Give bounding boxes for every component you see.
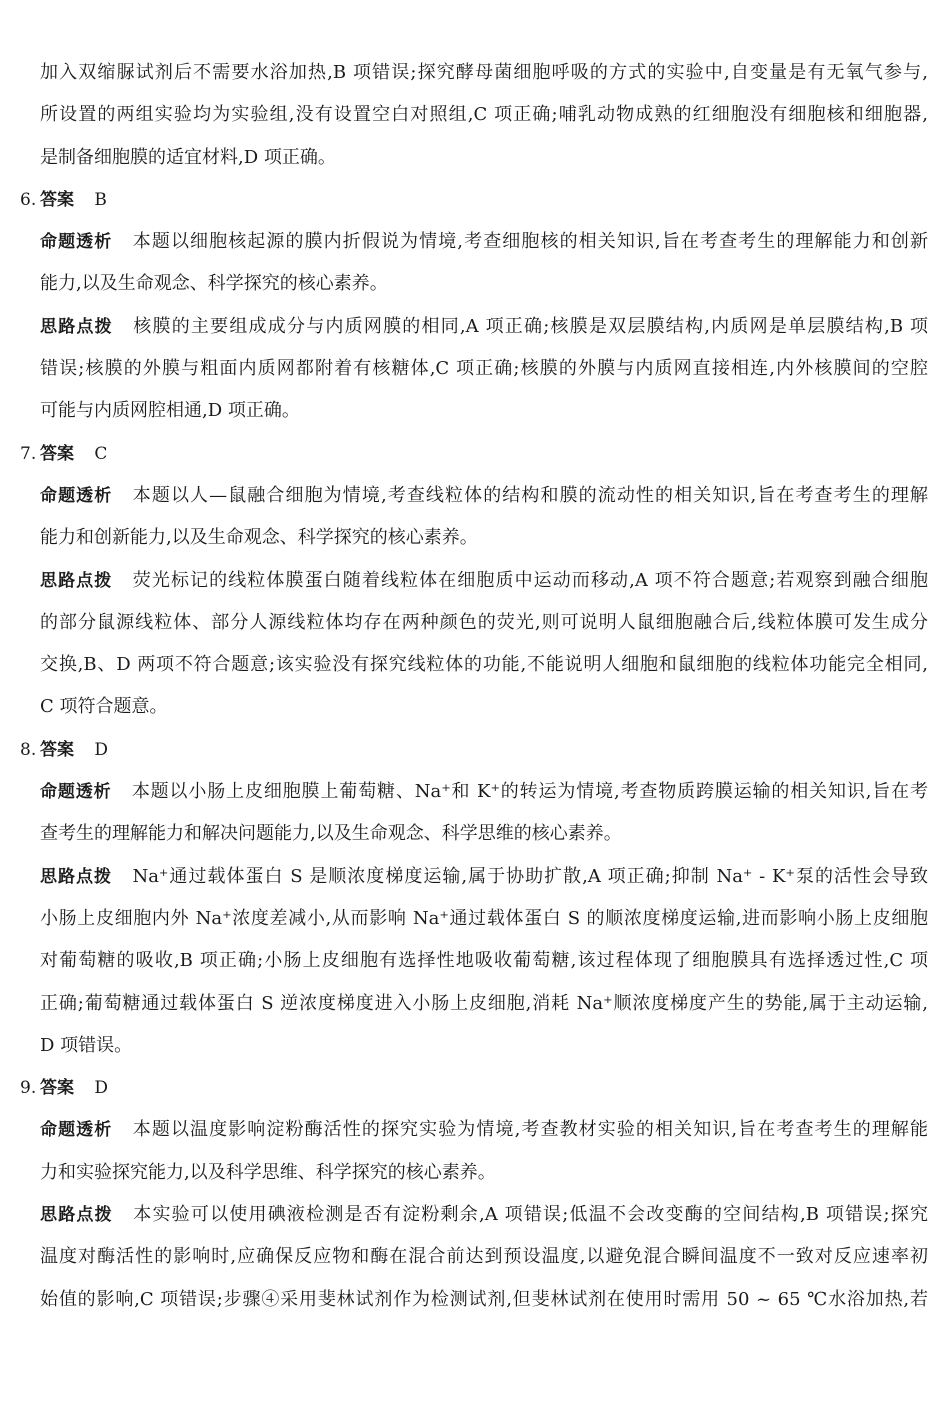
text-line xyxy=(40,221,928,263)
analysis-text: 本题以小肠上皮细胞膜上葡萄糖、Na⁺和 K⁺的转运为情境,考查物质跨膜运输的相关知识,旨在考 xyxy=(131,781,928,803)
hint-label: 思路点拨 xyxy=(40,866,113,887)
text-line: 正确;葡萄糖通过载体蛋白 S 逆浓度梯度进入小肠上皮细胞,消耗 Na⁺顺浓度梯度产生的势能,属于主动运输, xyxy=(40,992,928,1014)
text-line: 能力和创新能力,以及生命观念、科学探究的核心素养。 xyxy=(40,527,478,549)
text-line: 小肠上皮细胞内外 Na⁺浓度差减小,从而影响 Na⁺通过载体蛋白 S 的顺浓度梯度运输,进而影响小肠上皮细胞 xyxy=(40,907,928,929)
text-line xyxy=(40,856,928,898)
text-line: 可能与内质网腔相通,D 项正确。 xyxy=(40,400,300,422)
text-line: 错误;核膜的外膜与粗面内质网都附着有核糖体,C 项正确;核膜的外膜与内质网直接相连,内外核膜间的空腔 xyxy=(40,358,928,380)
answer-label: 答案 xyxy=(40,1078,74,1099)
text-line: 的部分鼠源线粒体、部分人源线粒体均存在两种颜色的荧光,则可说明人鼠细胞融合后,线粒体膜可发生成分 xyxy=(40,611,928,633)
text-line xyxy=(40,306,928,348)
text-line xyxy=(40,560,928,602)
text-line: 对葡萄糖的吸收,B 项正确;小肠上皮细胞有选择性地吸收葡萄糖,该过程体现了细胞膜具有选择透过性,C 项 xyxy=(40,950,928,972)
text-line: 查考生的理解能力和解决问题能力,以及生命观念、科学思维的核心素养。 xyxy=(40,823,622,845)
answer-heading xyxy=(20,1067,928,1109)
answer-label: 答案 xyxy=(40,739,74,760)
question-number: 9. xyxy=(20,1078,37,1099)
hint-label: 思路点拨 xyxy=(40,570,113,591)
analysis-label: 命题透析 xyxy=(40,1120,113,1141)
text-line: 交换,B、D 两项不符合题意;该实验没有探究线粒体的功能,不能说明人细胞和鼠细胞的线粒体功能完全相同, xyxy=(40,654,928,676)
text-line: C 项符合题意。 xyxy=(40,696,168,718)
answer-heading xyxy=(20,433,928,475)
text-line: 能力,以及生命观念、科学探究的核心素养。 xyxy=(40,273,388,295)
text-line: 加入双缩脲试剂后不需要水浴加热,B 项错误;探究酵母菌细胞呼吸的方式的实验中,自变量是有无氧气参与, xyxy=(40,62,928,83)
text-line: 始值的影响,C 项错误;步骤④采用斐林试剂作为检测试剂,但斐林试剂在使用时需用 50 ~ 65 ℃水浴加热,若 xyxy=(40,1288,928,1310)
text-line: 是制备细胞膜的适宜材料,D 项正确。 xyxy=(40,146,336,168)
hint-text: Na⁺通过载体蛋白 S 是顺浓度梯度运输,属于协助扩散,A 项正确;抑制 Na⁺ - K⁺泵的活性会导致 xyxy=(132,865,928,887)
text-line xyxy=(40,771,928,813)
analysis-text: 本题以人—鼠融合细胞为情境,考查线粒体的结构和膜的流动性的相关知识,旨在考查考生的理解 xyxy=(132,484,928,506)
hint-text: 本实验可以使用碘液检测是否有淀粉剩余,A 项错误;低温不会改变酶的空间结构,B 项错误;探究 xyxy=(133,1204,928,1226)
analysis-label: 命题透析 xyxy=(40,782,112,803)
text-line: 力和实验探究能力,以及科学思维、科学探究的核心素养。 xyxy=(40,1161,496,1183)
hint-label: 思路点拨 xyxy=(40,316,113,337)
analysis-label: 命题透析 xyxy=(40,485,113,506)
text-line: 所设置的两组实验均为实验组,没有设置空白对照组,C 项正确;哺乳动物成熟的红细胞没有细胞核和细胞器, xyxy=(40,104,928,126)
answer-value: D xyxy=(94,739,109,760)
text-line: 温度对酶活性的影响时,应确保反应物和酶在混合前达到预设温度,以避免混合瞬间温度不一致对反应速率初 xyxy=(40,1246,928,1268)
answer-value: B xyxy=(94,189,107,210)
text-line xyxy=(40,475,928,517)
answer-label: 答案 xyxy=(40,189,74,210)
text-line xyxy=(40,1194,928,1236)
hint-text: 荧光标记的线粒体膜蛋白随着线粒体在细胞质中运动而移动,A 项不符合题意;若观察到融合细胞 xyxy=(132,569,928,591)
answer-label: 答案 xyxy=(40,443,74,464)
text-line xyxy=(40,1109,928,1151)
analysis-text: 本题以温度影响淀粉酶活性的探究实验为情境,考查教材实验的相关知识,旨在考查考生的理解能 xyxy=(132,1119,928,1141)
answer-value: D xyxy=(94,1078,109,1099)
analysis-label: 命题透析 xyxy=(40,232,113,253)
hint-label: 思路点拨 xyxy=(40,1205,113,1226)
question-number: 8. xyxy=(20,739,37,760)
answer-value: C xyxy=(94,443,108,464)
answer-heading xyxy=(20,729,928,771)
text-line: D 项错误。 xyxy=(40,1034,133,1056)
answer-explanations xyxy=(20,52,929,1321)
question-number: 6. xyxy=(20,189,37,210)
question-number: 7. xyxy=(20,443,37,464)
hint-text: 核膜的主要组成成分与内质网膜的相同,A 项正确;核膜是双层膜结构,内质网是单层膜结构,B 项 xyxy=(133,315,929,337)
answer-heading xyxy=(20,179,928,221)
analysis-text: 本题以细胞核起源的膜内折假说为情境,考查细胞核的相关知识,旨在考查考生的理解能力和创新 xyxy=(132,231,928,253)
